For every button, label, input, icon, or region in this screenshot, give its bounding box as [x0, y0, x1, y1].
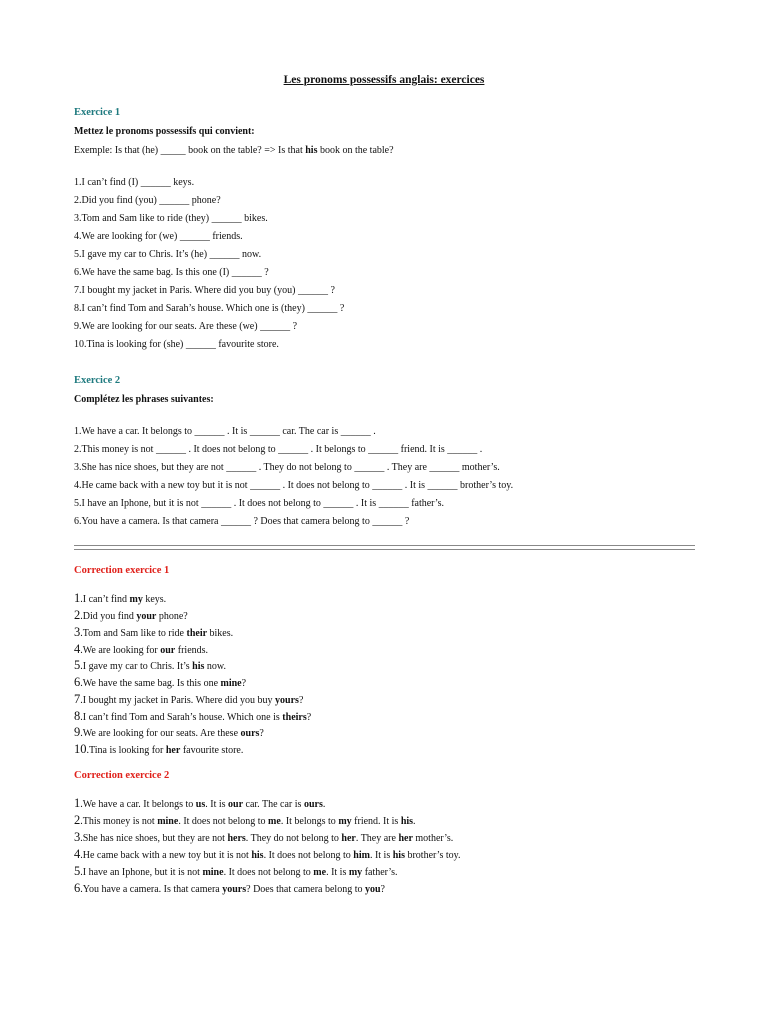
item-answer: ours: [240, 728, 260, 739]
item-answer: me: [268, 816, 281, 827]
example-text-c: book on the table?: [317, 145, 394, 156]
exercise-1-item: 3.Tom and Sam like to ride (they) ______ bikes.: [74, 213, 268, 224]
item-text: . It is: [326, 867, 349, 878]
item-text: .We have the same bag. Is this one: [80, 678, 221, 689]
correction-1-item: [74, 710, 311, 724]
item-number: 5: [74, 864, 81, 878]
item-answer: our: [228, 799, 244, 810]
item-answer: his: [392, 850, 405, 861]
item-number: 5: [74, 658, 81, 672]
item-number: 8: [74, 709, 81, 723]
item-answer: his: [192, 661, 205, 672]
item-number: 4: [74, 642, 81, 656]
item-text: . It does not belong to: [263, 850, 354, 861]
item-answer: her: [165, 745, 181, 756]
item-answer: hers: [227, 833, 246, 844]
item-text: . It is: [369, 850, 393, 861]
exercise-1-item: 6.We have the same bag. Is this one (I) ______ ?: [74, 267, 269, 278]
item-text: .Did you find: [80, 611, 137, 622]
item-number: 6: [74, 675, 81, 689]
exercise-1-heading: Exercice 1: [74, 107, 121, 118]
correction-1-item: [74, 643, 208, 657]
item-text: .You have a camera. Is that camera: [80, 884, 223, 895]
item-text: .Tina is looking for: [86, 745, 166, 756]
item-answer: you: [364, 884, 381, 895]
exercise-1-item: 7.I bought my jacket in Paris. Where did you buy (you) ______ ?: [74, 285, 335, 296]
item-text: .This money is not: [80, 816, 158, 827]
item-answer: yours: [222, 884, 247, 895]
correction-1-item: [74, 676, 246, 690]
exercise-1-item: 2.Did you find (you) ______ phone?: [74, 195, 221, 206]
item-answer: mine: [202, 867, 224, 878]
exercise-2-instruction: Complétez les phrases suivantes:: [74, 394, 214, 405]
section-divider: [74, 545, 695, 550]
item-text: .We are looking for: [80, 645, 161, 656]
item-answer: our: [160, 645, 176, 656]
correction-2-item: [74, 797, 325, 811]
correction-1-item: [74, 743, 243, 757]
exercise-1-instruction: Mettez le pronoms possessifs qui convient:: [74, 126, 255, 137]
item-text: favourite store.: [180, 745, 244, 756]
item-text: friend. It is: [351, 816, 401, 827]
exercise-2-item: 3.She has nice shoes, but they are not ______ . They do not belong to ______ . They are ______ mother’s.: [74, 462, 500, 473]
item-text: car. The car is: [243, 799, 304, 810]
item-text: ?: [241, 678, 247, 689]
item-number: 3: [74, 830, 81, 844]
item-answer: his: [400, 816, 414, 827]
item-text: .: [413, 816, 416, 827]
item-text: ?: [380, 884, 385, 895]
item-answer: me: [313, 867, 327, 878]
item-text: brother’s toy.: [404, 850, 461, 861]
item-text: .He came back with a new toy but it is not: [80, 850, 252, 861]
item-text: .I gave my car to Chris. It’s: [80, 661, 193, 672]
item-answer: yours: [275, 695, 299, 706]
item-text: . It belongs to: [280, 816, 339, 827]
correction-1-item: [74, 726, 264, 740]
item-text: mother’s.: [412, 833, 454, 844]
item-answer: him: [353, 850, 370, 861]
item-answer: mine: [220, 678, 242, 689]
item-text: .Tom and Sam like to ride: [80, 628, 187, 639]
item-number: 1: [74, 796, 81, 810]
exercise-2-item: 6.You have a camera. Is that camera ______ ? Does that camera belong to ______ ?: [74, 516, 410, 527]
item-text: . It is: [205, 799, 229, 810]
item-text: ?: [259, 728, 264, 739]
item-text: .I can’t find Tom and Sarah’s house. Which one is: [80, 712, 283, 723]
item-number: 1: [74, 591, 81, 605]
item-text: ?: [298, 695, 304, 706]
item-text: . They do not belong to: [245, 833, 342, 844]
item-answer: ours: [303, 799, 323, 810]
item-text: phone?: [156, 611, 188, 622]
item-answer: my: [338, 816, 352, 827]
item-answer: mine: [157, 816, 179, 827]
correction-2-item: [74, 848, 461, 862]
item-answer: my: [129, 594, 143, 605]
item-text: ? Does that camera belong to: [246, 884, 365, 895]
exercise-2-item: 5.I have an Iphone, but it is not ______ . It does not belong to ______ . It is ______ father’s.: [74, 498, 445, 509]
item-number: 4: [74, 847, 81, 861]
item-text: father’s.: [362, 867, 398, 878]
exercise-1-example: [74, 144, 394, 157]
item-number: 10: [74, 742, 87, 756]
item-text: friends.: [175, 645, 209, 656]
item-text: keys.: [142, 594, 167, 605]
page-title: Les pronoms possessifs anglais: exercices: [283, 74, 485, 86]
item-answer: your: [136, 611, 157, 622]
item-answer: his: [251, 850, 264, 861]
exercise-1-item: 8.I can’t find Tom and Sarah’s house. Which one is (they) ______ ?: [74, 303, 345, 314]
correction-2-item: [74, 831, 453, 845]
exercise-2-heading: Exercice 2: [74, 375, 121, 386]
correction-1-item: [74, 609, 188, 623]
item-text: .We have a car. It belongs to: [80, 799, 196, 810]
exercise-1-item: 4.We are looking for (we) ______ friends.: [74, 231, 243, 242]
correction-1-item: [74, 592, 166, 606]
item-text: . They are: [355, 833, 399, 844]
item-text: .We are looking for our seats. Are these: [80, 728, 241, 739]
item-answer: us: [195, 799, 206, 810]
correction-1-heading: Correction exercice 1: [74, 565, 170, 576]
correction-1-item: [74, 626, 233, 640]
item-text: .I can’t find: [80, 594, 130, 605]
item-text: ?: [306, 712, 312, 723]
item-number: 2: [74, 813, 81, 827]
item-text: now.: [204, 661, 226, 672]
correction-2-heading: Correction exercice 2: [74, 770, 170, 781]
item-answer: her: [341, 833, 356, 844]
item-number: 9: [74, 725, 81, 739]
item-number: 3: [74, 625, 81, 639]
item-answer: their: [186, 628, 208, 639]
correction-2-item: [74, 814, 416, 828]
item-text: . It does not belong to: [223, 867, 314, 878]
item-text: . It does not belong to: [178, 816, 269, 827]
exercise-1-item: 9.We are looking for our seats. Are these (we) ______ ?: [74, 321, 298, 332]
item-text: .I bought my jacket in Paris. Where did you buy: [80, 695, 276, 706]
item-answer: her: [398, 833, 413, 844]
example-text-a: Exemple: Is that (he) _____ book on the table? => Is that: [74, 145, 306, 156]
item-text: .I have an Iphone, but it is not: [80, 867, 203, 878]
exercise-2-item: 1.We have a car. It belongs to ______ . It is ______ car. The car is ______ .: [74, 426, 376, 437]
item-text: .She has nice shoes, but they are not: [80, 833, 228, 844]
item-answer: theirs: [282, 712, 307, 723]
item-number: 6: [74, 881, 81, 895]
correction-2-item: [74, 865, 398, 879]
correction-1-item: [74, 693, 303, 707]
correction-1-item: [74, 659, 226, 673]
item-number: 2: [74, 608, 81, 622]
item-answer: my: [348, 867, 363, 878]
item-text: bikes.: [207, 628, 234, 639]
exercise-2-item: 4.He came back with a new toy but it is not ______ . It does not belong to ______ . It is ______ brother’s toy.: [74, 480, 514, 491]
item-number: 7: [74, 692, 81, 706]
item-text: .: [322, 799, 326, 810]
exercise-1-item: 1.I can’t find (I) ______ keys.: [74, 177, 195, 188]
correction-2-item: [74, 882, 385, 896]
example-answer: his: [305, 145, 318, 156]
exercise-1-item: 5.I gave my car to Chris. It’s (he) ______ now.: [74, 249, 262, 260]
exercise-1-item: 10.Tina is looking for (she) ______ favourite store.: [74, 339, 279, 350]
exercise-2-item: 2.This money is not ______ . It does not belong to ______ . It belongs to ______ friend. It is ______ .: [74, 444, 483, 455]
